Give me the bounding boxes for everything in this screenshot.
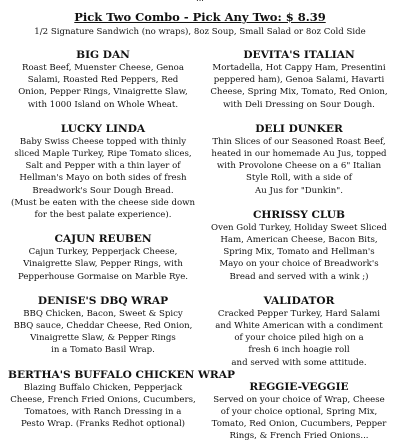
menu-item-description-line: (Must be eaten with the cheese side down xyxy=(10,197,196,208)
menu-item-description-line: Spring Mix, Tomato and Hellman's xyxy=(223,247,375,258)
menu-item-lucky-linda xyxy=(8,123,198,221)
menu-item-chrissy-club xyxy=(204,209,394,283)
combo-promo-title: Pick Two Combo - Pick Any Two: $ 8.39 xyxy=(74,10,326,24)
item-spacer xyxy=(204,197,394,209)
item-spacer xyxy=(8,221,198,233)
item-spacer xyxy=(204,369,394,381)
menu-item-bertha-s-buffalo-chicken-wrap xyxy=(8,368,235,431)
item-spacer xyxy=(8,111,198,123)
menu-item-description-line: Salami, Roasted Red Peppers, Red xyxy=(27,75,179,86)
menu-item-description-line: Rings, & French Fried Onions... xyxy=(229,431,369,442)
menu-item-description-line: Tomato, Red Onion, Cucumbers, Pepper xyxy=(211,419,387,430)
menu-item-description-line: and served with some attitude. xyxy=(231,357,367,368)
menu-item-description-line: heated in our homemade Au Jus, topped xyxy=(211,149,387,160)
left-menu-column xyxy=(8,49,235,430)
menu-item-description-line: Oven Gold Turkey, Holiday Sweet Sliced xyxy=(211,222,387,233)
menu-item-title: BIG DAN xyxy=(76,49,130,61)
menu-item-deli-dunker xyxy=(204,123,394,197)
menu-item-description-line: Vinaigrette Slaw, & Pepper Rings xyxy=(30,333,176,344)
menu-item-description-line: Cajun Turkey, Pepperjack Cheese, xyxy=(28,247,178,258)
menu-item-description-line: Cracked Pepper Turkey, Hard Salami xyxy=(217,308,381,319)
menu-item-description-line: with Provolone Cheese on a 6" Italian xyxy=(216,161,382,172)
menu-item-description-line: Cheese, Spring Mix, Tomato, Red Onion, xyxy=(210,87,388,98)
menu-item-validator xyxy=(204,295,394,369)
menu-item-description-line: Style Roll, with a side of xyxy=(246,173,352,184)
menu-item-title: LUCKY LINDA xyxy=(60,122,146,135)
menu-item-reggie-veggie xyxy=(204,381,394,443)
menu-item-title: DEVITA'S ITALIAN xyxy=(243,49,355,61)
menu-item-big-dan xyxy=(8,49,198,111)
menu-item-description-line: Thin Slices of our Seasoned Roast Beef, xyxy=(212,136,386,147)
menu-item-description-line: Mayo on your choice of Breadwork's xyxy=(219,259,379,270)
menu-item-description-line: sliced Maple Turkey, Ripe Tomato slices, xyxy=(14,149,192,160)
menu-item-description-line: fresh 6 inch hoagie roll xyxy=(248,345,350,356)
menu-item-description-line: BBQ sauce, Cheddar Cheese, Red Onion, xyxy=(13,321,193,332)
menu-item-description-line: in a Tomato Basil Wrap. xyxy=(51,345,155,356)
menu-item-description-line: Tomatoes, with Ranch Dressing in a xyxy=(24,407,182,418)
menu-item-description-line: Mortadella, Hot Cappy Ham, Presentini xyxy=(212,63,386,73)
menu-item-description-line: with Deli Dressing on Sour Dough. xyxy=(223,99,375,110)
menu-item-description-line: of your choice optional, Spring Mix, xyxy=(220,407,378,418)
menu-item-title: CHRISSY CLUB xyxy=(252,208,345,221)
menu-item-title: VALIDATOR xyxy=(263,294,335,307)
menu-item-devita-s-italian xyxy=(204,49,394,111)
menu-item-description-line: for the best palate experience). xyxy=(34,210,172,221)
menu-item-description-line: Hellman's Mayo on both sides of fresh xyxy=(19,173,187,184)
menu-item-denise-s-dbq-wrap xyxy=(8,295,198,357)
cut-off-header-text xyxy=(0,0,400,3)
combo-promo-subtitle: 1/2 Signature Sandwich (no wraps), 8oz Soup, Small Salad or 8oz Cold Side xyxy=(34,27,366,37)
item-spacer xyxy=(204,111,394,123)
menu-item-description-line: Baby Swiss Cheese topped with thinly xyxy=(19,136,187,147)
menu-item-description-line: BBQ Chicken, Bacon, Sweet & Spicy xyxy=(23,308,183,319)
menu-item-description-line: Pesto Wrap. (Franks Redhot optional) xyxy=(20,419,186,430)
item-spacer xyxy=(8,357,198,369)
item-spacer xyxy=(204,283,394,295)
menu-item-title: BERTHA'S BUFFALO CHICKEN WRAP xyxy=(8,368,235,381)
menu-item-title: CAJUN REUBEN xyxy=(54,233,152,246)
menu-item-description-line: Pepperhouse Gormaise on Marble Rye. xyxy=(17,271,189,282)
menu-item-description-line: Ham, American Cheese, Bacon Bits, xyxy=(220,235,378,246)
menu-item-description-line: Cheese, French Fried Onions, Cucumbers, xyxy=(10,394,196,405)
menu-item-description-line: Bread and served with a wink ;) xyxy=(229,271,369,282)
menu-item-title: DELI DUNKER xyxy=(255,122,343,135)
menu-item-description-line: Breadwork's Sour Dough Bread. xyxy=(32,185,174,196)
item-spacer xyxy=(8,283,198,295)
menu-item-description-line: Vinaigrette Slaw, Pepper Rings, with xyxy=(23,259,183,270)
menu-item-description-line: Salt and Pepper with a thin layer of xyxy=(25,161,181,172)
menu-item-description-line: of your choice piled high on a xyxy=(234,333,364,344)
right-menu-column xyxy=(204,49,394,443)
menu-item-description-line: Roast Beef, Muenster Cheese, Genoa xyxy=(22,63,184,73)
menu-item-description-line: Served on your choice of Wrap, Cheese xyxy=(213,394,385,405)
menu-item-description-line: Blazing Buffalo Chicken, Pepperjack xyxy=(23,382,183,393)
menu-item-cajun-reuben xyxy=(8,233,198,283)
menu-item-title: DENISE'S DBQ WRAP xyxy=(37,294,169,307)
menu-item-description-line: Au Jus for "Dunkin". xyxy=(255,185,343,196)
menu-item-description-line: and White American with a condiment xyxy=(215,321,383,332)
menu-item-description-line: Onion, Pepper Rings, Vinaigrette Slaw, xyxy=(18,87,188,98)
menu-item-description-line: peppered ham), Genoa Salami, Havarti xyxy=(213,75,385,86)
menu-item-description-line: with 1000 Island on Whole Wheat. xyxy=(27,99,179,110)
menu-item-title: REGGIE-VEGGIE xyxy=(249,380,349,393)
